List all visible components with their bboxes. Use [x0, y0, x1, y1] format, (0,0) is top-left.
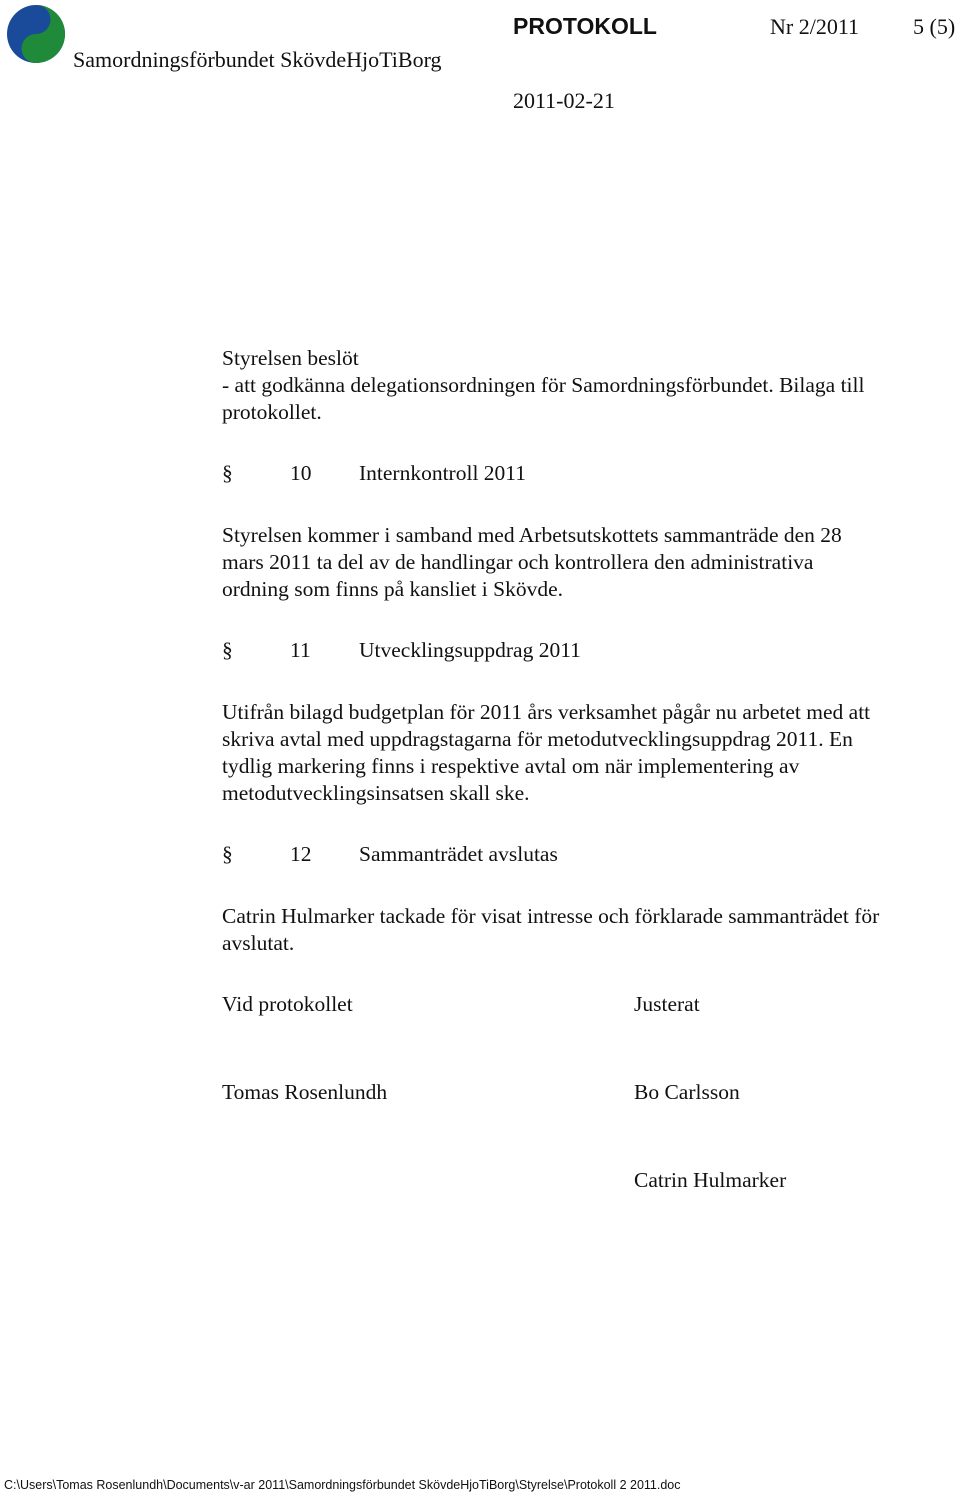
- section-heading-11: [222, 638, 922, 665]
- section-sign: §: [222, 461, 233, 485]
- section-sign: §: [222, 638, 233, 662]
- signature-name-adjuster: Catrin Hulmarker: [634, 1168, 787, 1192]
- document-date: 2011-02-21: [513, 88, 615, 113]
- signature-name-adjuster: Bo Carlsson: [634, 1080, 740, 1104]
- section-body-11: [222, 699, 942, 807]
- section-title: Internkontroll 2011: [359, 461, 526, 485]
- page-number: 5 (5): [913, 14, 956, 39]
- organization-name: Samordningsförbundet SkövdeHjoTiBorg: [73, 47, 442, 72]
- paragraph-line: mars 2011 ta del av de handlingar och kontrollera den administrativa: [222, 550, 814, 574]
- paragraph-line: protokollet.: [222, 400, 322, 424]
- signature-name-secretary: Tomas Rosenlundh: [222, 1080, 388, 1104]
- paragraph-line: ordning som finns på kansliet i Skövde.: [222, 577, 563, 601]
- decision-paragraph: [222, 345, 942, 426]
- paragraph-line: avslutat.: [222, 931, 295, 955]
- section-heading-12: [222, 842, 922, 869]
- paragraph-line: Catrin Hulmarker tackade för visat intresse och förklarade sammanträdet för: [222, 904, 880, 928]
- paragraph-line: Styrelsen kommer i samband med Arbetsutskottets sammanträde den 28: [222, 523, 842, 547]
- section-heading-10: [222, 461, 922, 488]
- paragraph-line: - att godkänna delegationsordningen för Samordningsförbundet. Bilaga till: [222, 373, 865, 397]
- section-number: 11: [290, 638, 311, 662]
- section-number: 12: [290, 842, 312, 866]
- section-body-10: [222, 522, 942, 603]
- signature-label-minutes: Vid protokollet: [222, 992, 353, 1016]
- document-number: Nr 2/2011: [770, 14, 860, 39]
- section-title: Utvecklingsuppdrag 2011: [359, 638, 581, 662]
- section-body-12: [222, 903, 942, 957]
- paragraph-line: Utifrån bilagd budgetplan för 2011 års verksamhet pågår nu arbetet med att: [222, 700, 871, 724]
- paragraph-line: tydlig markering finns i respektive avtal om när implementering av: [222, 754, 800, 778]
- paragraph-line: skriva avtal med uppdragstagarna för metodutvecklingsuppdrag 2011. En: [222, 727, 853, 751]
- paragraph-line: metodutvecklingsinsatsen skall ske.: [222, 781, 530, 805]
- footer-file-path: C:\Users\Tomas Rosenlundh\Documents\v-ar 2011\Samordningsförbundet SkövdeHjoTiBorg\Styrelse\Protokoll 2 2011.doc: [4, 1478, 681, 1492]
- section-title: Sammanträdet avslutas: [359, 842, 558, 866]
- document-type: PROTOKOLL: [513, 13, 657, 39]
- yin-yang-logo-icon: [6, 4, 66, 64]
- paragraph-line: Styrelsen beslöt: [222, 346, 359, 370]
- section-sign: §: [222, 842, 233, 866]
- signature-label-adjusted: Justerat: [634, 992, 700, 1016]
- section-number: 10: [290, 461, 312, 485]
